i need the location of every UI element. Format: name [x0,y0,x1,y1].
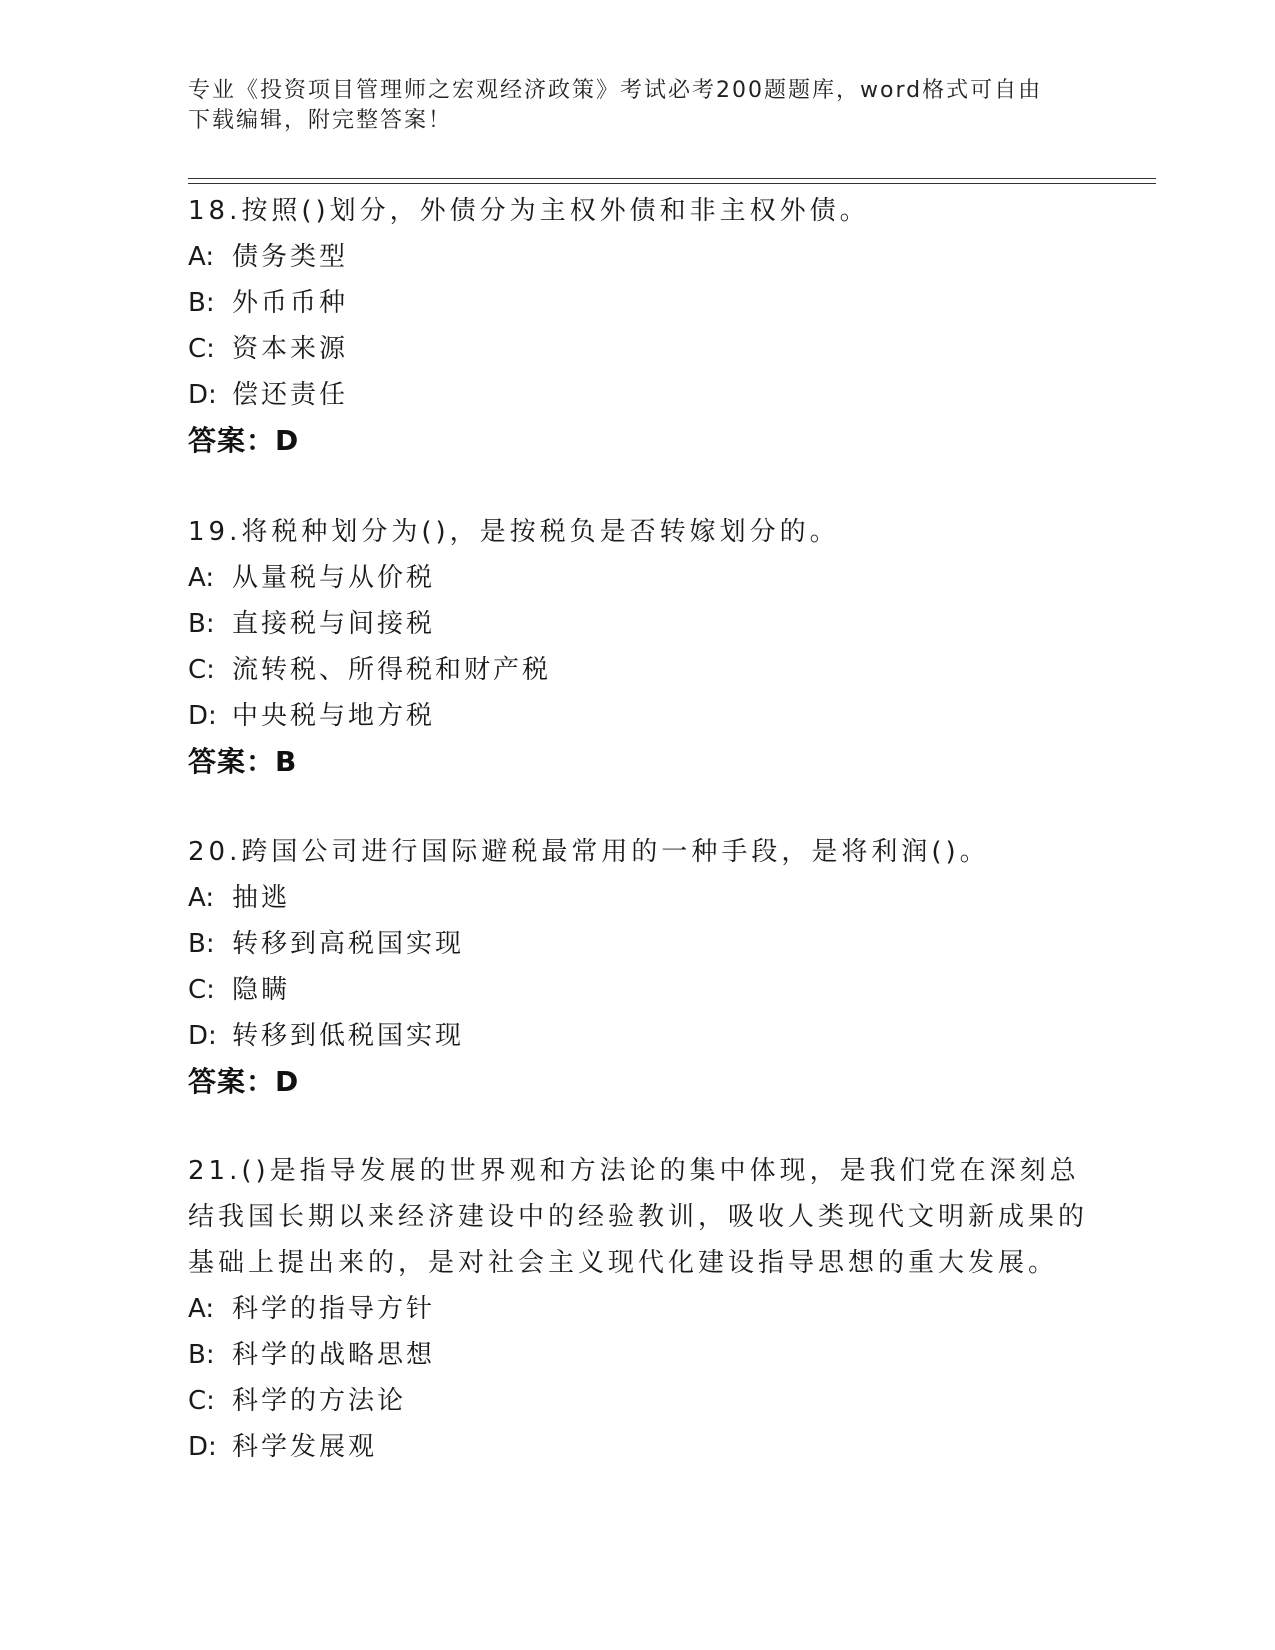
option-b [188,280,1088,326]
option-d [188,372,1088,418]
option-text: 债务类型 [232,242,349,272]
option-letter: C: [188,655,215,685]
option-letter: C: [188,334,215,364]
option-text: 从量税与从价税 [232,563,436,593]
option-text: 中央税与地方税 [232,701,436,731]
option-text: 转移到高税国实现 [232,929,465,959]
option-a [188,234,1088,280]
option-letter: B: [188,1340,215,1370]
option-letter: A: [188,1294,215,1324]
option-text: 科学的战略思想 [232,1340,436,1370]
question-19 [188,509,1088,785]
header-line-2: 下载编辑，附完整答案！ [188,108,453,133]
header-rule-bottom [188,183,1156,184]
question-stem: 21.()是指导发展的世界观和方法论的集中体现，是我们党在深刻总结我国长期以来经济建设中的经验教训，吸收人类现代文明新成果的基础上提出来的，是对社会主义现代化建设指导思想的重大发展。 [188,1156,1089,1278]
answer-key: 答案：D [188,1065,300,1098]
option-a [188,1286,1088,1332]
question-stem: 18.按照()划分，外债分为主权外债和非主权外债。 [188,196,870,226]
option-letter: D: [188,380,217,410]
option-text: 科学的方法论 [232,1386,407,1416]
option-letter: A: [188,242,215,272]
option-b [188,1332,1088,1378]
option-c [188,1378,1088,1424]
option-b [188,601,1088,647]
question-stem: 20.跨国公司进行国际避税最常用的一种手段，是将利润()。 [188,837,990,867]
option-text: 外币币种 [232,288,349,318]
answer-key: 答案：B [188,745,298,778]
option-letter: A: [188,883,215,913]
option-text: 科学的指导方针 [232,1294,436,1324]
option-a [188,555,1088,601]
option-text: 科学发展观 [232,1432,378,1462]
option-text: 直接税与间接税 [232,609,436,639]
option-text: 偿还责任 [232,380,349,410]
answer-key: 答案：D [188,424,300,457]
option-c [188,967,1088,1013]
option-d [188,1013,1088,1059]
option-letter: D: [188,1021,217,1051]
option-letter: C: [188,1386,215,1416]
option-letter: D: [188,1432,217,1462]
question-20 [188,829,1088,1105]
question-18 [188,188,1088,464]
question-21 [188,1148,1088,1470]
option-b [188,921,1088,967]
option-letter: B: [188,609,215,639]
option-text: 隐瞒 [232,975,291,1005]
header-rule-top [188,178,1156,179]
option-c [188,647,1088,693]
option-letter: B: [188,288,215,318]
question-stem: 19.将税种划分为()，是按税负是否转嫁划分的。 [188,517,840,547]
option-letter: A: [188,563,215,593]
header-line-1: 专业《投资项目管理师之宏观经济政策》考试必考200题题库，word格式可自由 [188,78,1043,103]
option-text: 抽逃 [232,883,291,913]
option-d [188,1424,1088,1470]
option-text: 流转税、所得税和财产税 [232,655,552,685]
option-text: 资本来源 [232,334,349,364]
document-header [188,76,1068,136]
option-text: 转移到低税国实现 [232,1021,465,1051]
option-d [188,693,1088,739]
option-c [188,326,1088,372]
option-a [188,875,1088,921]
option-letter: D: [188,701,217,731]
option-letter: C: [188,975,215,1005]
option-letter: B: [188,929,215,959]
